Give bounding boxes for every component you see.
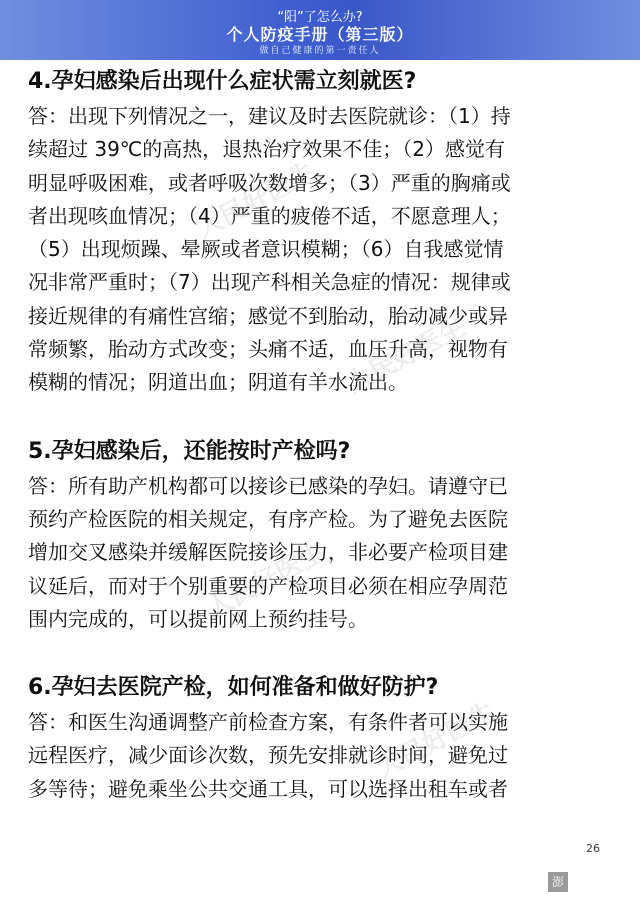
question-heading: 6.孕妇去医院产检，如何准备和做好防护? bbox=[28, 675, 439, 701]
header-title: 个人防疫手册（第三版） bbox=[226, 25, 414, 44]
answer-line: 况非常严重时；（7）出现产科相关急症的情况：规律或 bbox=[28, 270, 511, 295]
watermark: 人民好医生 bbox=[341, 311, 471, 400]
page-number: 26 bbox=[586, 842, 600, 855]
watermark: 人民好医生 bbox=[191, 156, 321, 245]
answer-line: 续超过 39℃的高热，退热治疗效果不佳；（2）感觉有 bbox=[28, 137, 505, 162]
corner-logo: 澎 bbox=[548, 872, 568, 892]
answer-line: 多等待；避免乘坐公共交通工具，可以选择出租车或者 bbox=[28, 776, 508, 801]
document-body bbox=[28, 64, 618, 806]
answer-line: 模糊的情况；阴道出血；阴道有羊水流出。 bbox=[28, 370, 408, 395]
answer-line: 明显呼吸困难，或者呼吸次数增多；（3）严重的胸痛或 bbox=[28, 170, 511, 195]
watermark: 人民好医生 bbox=[201, 536, 331, 625]
answer-line: 预约产检医院的相关规定，有序产检。为了避免去医院 bbox=[28, 506, 508, 531]
watermark: 人民好医生 bbox=[371, 696, 501, 785]
question-heading: 4.孕妇感染后出现什么症状需立刻就医? bbox=[28, 69, 417, 94]
answer-line: 答：所有助产机构都可以接诊已感染的孕妇。请遵守已 bbox=[28, 473, 508, 498]
answer-line: （5）出现烦躁、晕厥或者意识模糊；（6）自我感觉情 bbox=[28, 237, 504, 262]
answer-line: 常频繁，胎动方式改变；头痛不适，血压升高，视物有 bbox=[28, 337, 508, 362]
answer-line: 者出现咳血情况；（4）严重的疲倦不适，不愿意理人； bbox=[28, 203, 511, 228]
header-subtitle: 做自己健康的第一责任人 bbox=[259, 46, 381, 56]
answer-line: 接近规律的有痛性宫缩；感觉不到胎动，胎动减少或异 bbox=[28, 303, 508, 328]
answer-line: 答：出现下列情况之一，建议及时去医院就诊：（1）持 bbox=[28, 104, 511, 128]
answer-line: 增加交叉感染并缓解医院接诊压力，非必要产检项目建 bbox=[28, 540, 508, 565]
answer-line: 围内完成的，可以提前网上预约挂号。 bbox=[28, 606, 368, 631]
header-banner bbox=[0, 0, 640, 60]
answer-line: 议延后，而对于个别重要的产检项目必须在相应孕周范 bbox=[28, 573, 508, 598]
answer-line: 答：和医生沟通调整产前检查方案，有条件者可以实施 bbox=[28, 710, 508, 735]
header-top-line: “阳”了怎么办? bbox=[277, 10, 363, 25]
question-heading: 5.孕妇感染后，还能按时产检吗? bbox=[28, 438, 351, 464]
answer-line: 远程医疗，减少面诊次数，预先安排就诊时间，避免过 bbox=[28, 743, 508, 768]
